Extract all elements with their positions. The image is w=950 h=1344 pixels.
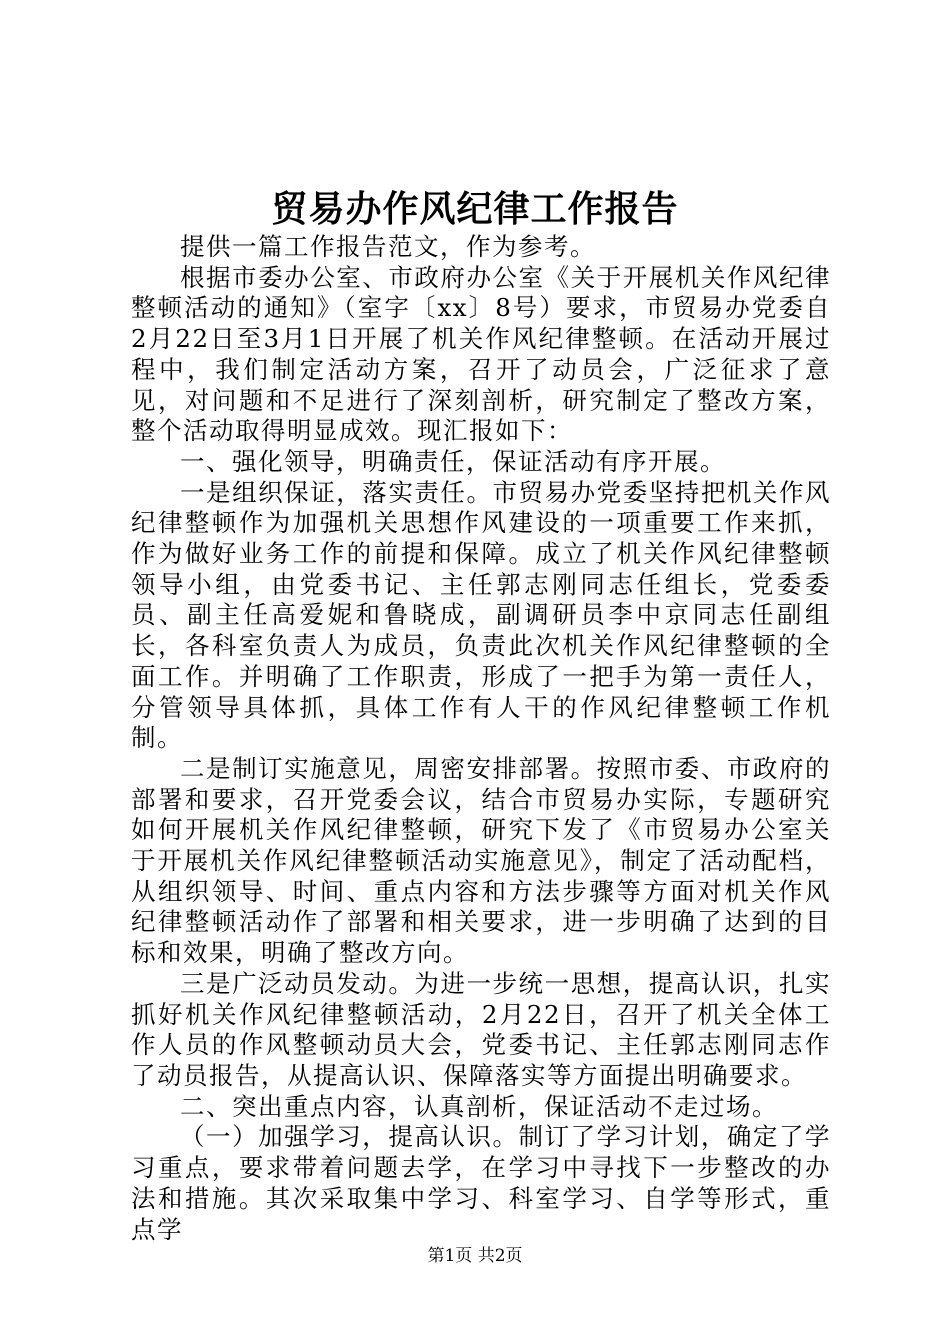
document-body <box>131 232 831 1245</box>
paragraph-mobilization: 三是广泛动员发动。为进一步统一思想，提高认识，扎实抓好机关作风纪律整顿活动，2月22日，召开了机关全体工作人员的作风整顿动员大会，党委书记、主任郭志刚同志作了动员报告，从提高认识、保障落实等方面提出明确要求。 <box>131 968 831 1090</box>
paragraph-implementation: 二是制订实施意见，周密安排部署。按照市委、市政府的部署和要求，召开党委会议，结合市贸易办实际，专题研究如何开展机关作风纪律整顿，研究下发了《市贸易办公室关于开展机关作风纪律整顿活动实施意见》，制定了活动配档，从组织领导、时间、重点内容和方法步骤等方面对机关作风纪律整顿活动作了部署和相关要求，进一步明确了达到的目标和效果，明确了整改方向。 <box>131 753 831 968</box>
paragraph-study: （一）加强学习，提高认识。制订了学习计划，确定了学习重点，要求带着问题去学，在学习中寻找下一步整改的办法和措施。其次采取集中学习、科室学习、自学等形式，重点学 <box>131 1122 831 1244</box>
section-heading-2: 二、突出重点内容，认真剖析，保证活动不走过场。 <box>180 1091 778 1121</box>
paragraph-background: 根据市委办公室、市政府办公室《关于开展机关作风纪律整顿活动的通知》（室字〔xx〕8号）要求，市贸易办党委自2月22日至3月1日开展了机关作风纪律整顿。在活动开展过程中，我们制定活动方案，召开了动员会，广泛征求了意见，对问题和不足进行了深刻剖析，研究制定了整改方案，整个活动取得明显成效。现汇报如下： <box>131 262 831 446</box>
paragraph-intro: 提供一篇工作报告范文，作为参考。 <box>180 232 596 261</box>
paragraph-organization: 一是组织保证，落实责任。市贸易办党委坚持把机关作风纪律整顿作为加强机关思想作风建设的一项重要工作来抓，作为做好业务工作的前提和保障。成立了机关作风纪律整顿领导小组，由党委书记、主任郭志刚同志任组长，党委委员、副主任高爱妮和鲁晓成，副调研员李中京同志任副组长，各科室负责人为成员，负责此次机关作风纪律整顿的全面工作。并明确了工作职责，形成了一把手为第一责任人，分管领导具体抓，具体工作有人干的作风纪律整顿工作机制。 <box>131 477 831 753</box>
document-title: 贸易办作风纪律工作报告 <box>271 188 679 230</box>
section-heading-1: 一、强化领导，明确责任，保证活动有序开展。 <box>180 446 726 476</box>
page-number-footer: 第1页 共2页 <box>427 1246 523 1266</box>
